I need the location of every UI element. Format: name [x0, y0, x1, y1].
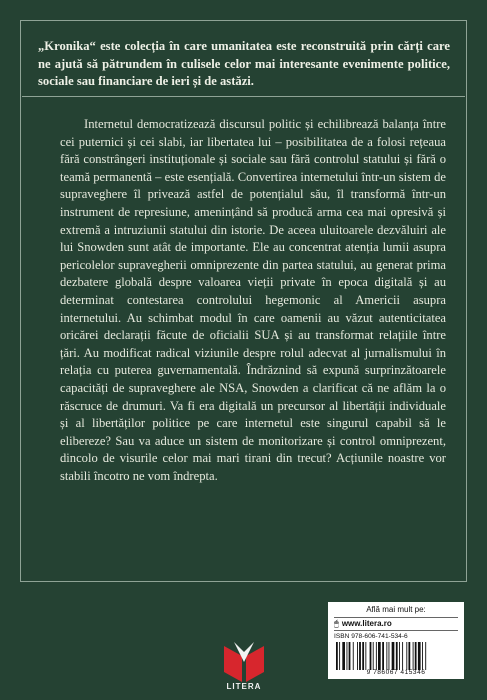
barcode-bar — [399, 642, 400, 670]
barcode-bar — [347, 642, 348, 670]
barcode-bar — [353, 642, 354, 670]
blurb-text: Internetul democratizează discursul politic și echilibrează balanța între cei puternici și cei slabi, iar libertatea lui – posibilitatea de a folosi rețeaua fără constrângeri instituționale și sociale sau fără controlul statului și fără o teamă permanentă – este esențială. Convertirea internetului într-un sistem de supraveghere îl privează astfel de potențialul său, îl transformă într-un instrument de represiune, amenințând să producă arma cea mai opresivă și extremă a intruziunii statului din istorie. De aceea uluitoarele dezvăluiri ale lui Snowden sunt atât de importante. Ele au concentrat atenția lumii asupra pericolelor supravegherii omniprezente din partea statului, au generat prima dezbatere globală despre valoarea vieții private în epoca digitală și au determinat contestarea controlului hegemonic al Americii asupra internetului. Au schimbat modul în care oamenii au văzut autenticitatea oricărei declarații făcute de oficialii SUA și au transformat relațiile între țări. Au modificat radical viziunile despre rolul adecvat al jurnalismului în relația cu puterea guvernamentală. Îndrăznind să expună surprinzătoarele capacități de supraveghere ale NSA, Snowden a clarificat că ne aflăm la o răscruce de drumuri. Va fi era digitală un precursor al libertății individuale și al libertăților politice pe care internetul este singurul capabil să le elibereze? Sau va aduce un sistem de monitorizare și control omniprezent, dincolo de visurile celor mai mari tirani din trecut? Acțiunile noastre vor stabili încotro ne vom îndrepta. — [60, 117, 446, 483]
isbn-text: ISBN 978-606-741-534-6 — [334, 633, 408, 640]
barcode-bar — [389, 642, 390, 670]
barcode-bar — [408, 642, 410, 670]
barcode-bar — [336, 642, 338, 670]
barcode-bar — [370, 642, 372, 670]
publisher-name: LITERA — [226, 682, 262, 691]
divider-line — [22, 96, 465, 97]
blurb-paragraph — [60, 116, 446, 485]
barcode-bar — [376, 642, 377, 670]
info-box — [328, 602, 464, 679]
barcode-bar — [357, 642, 358, 670]
barcode-bar — [365, 642, 366, 670]
barcode-bar — [418, 642, 421, 670]
barcode-bar — [362, 642, 364, 670]
barcode-bar — [382, 642, 384, 670]
barcode-bar — [415, 642, 417, 670]
barcode-bar — [402, 642, 403, 670]
barcode-bar — [425, 642, 426, 670]
barcode-bar — [386, 642, 387, 670]
website-row[interactable] — [334, 617, 458, 631]
computer-mouse-icon: 🖱 — [334, 619, 339, 628]
barcode-number: 9 786067 415346 — [366, 669, 426, 676]
barcode-bar — [413, 642, 414, 670]
barcode-bar — [422, 642, 423, 670]
barcode-bar — [396, 642, 398, 670]
barcode-bar — [392, 642, 395, 670]
barcode-bar — [339, 642, 340, 670]
barcode-bar — [342, 642, 345, 670]
website-link[interactable]: www.litera.ro — [341, 619, 392, 628]
learn-more-label: Află mai mult pe: — [366, 605, 426, 614]
barcode-bar — [406, 642, 407, 670]
barcode-bar — [378, 642, 381, 670]
barcode-bar — [373, 642, 374, 670]
collection-description: „Kronika“ este colecția în care umanitatea este reconstruită prin cărți care ne ajută să pătrundem în culisele celor mai interesante evenimente politice, sociale sau financiare de ieri și de astăzi. — [38, 39, 450, 88]
barcode-bar — [349, 642, 351, 670]
barcode-bar — [359, 642, 361, 670]
barcode — [334, 642, 458, 670]
